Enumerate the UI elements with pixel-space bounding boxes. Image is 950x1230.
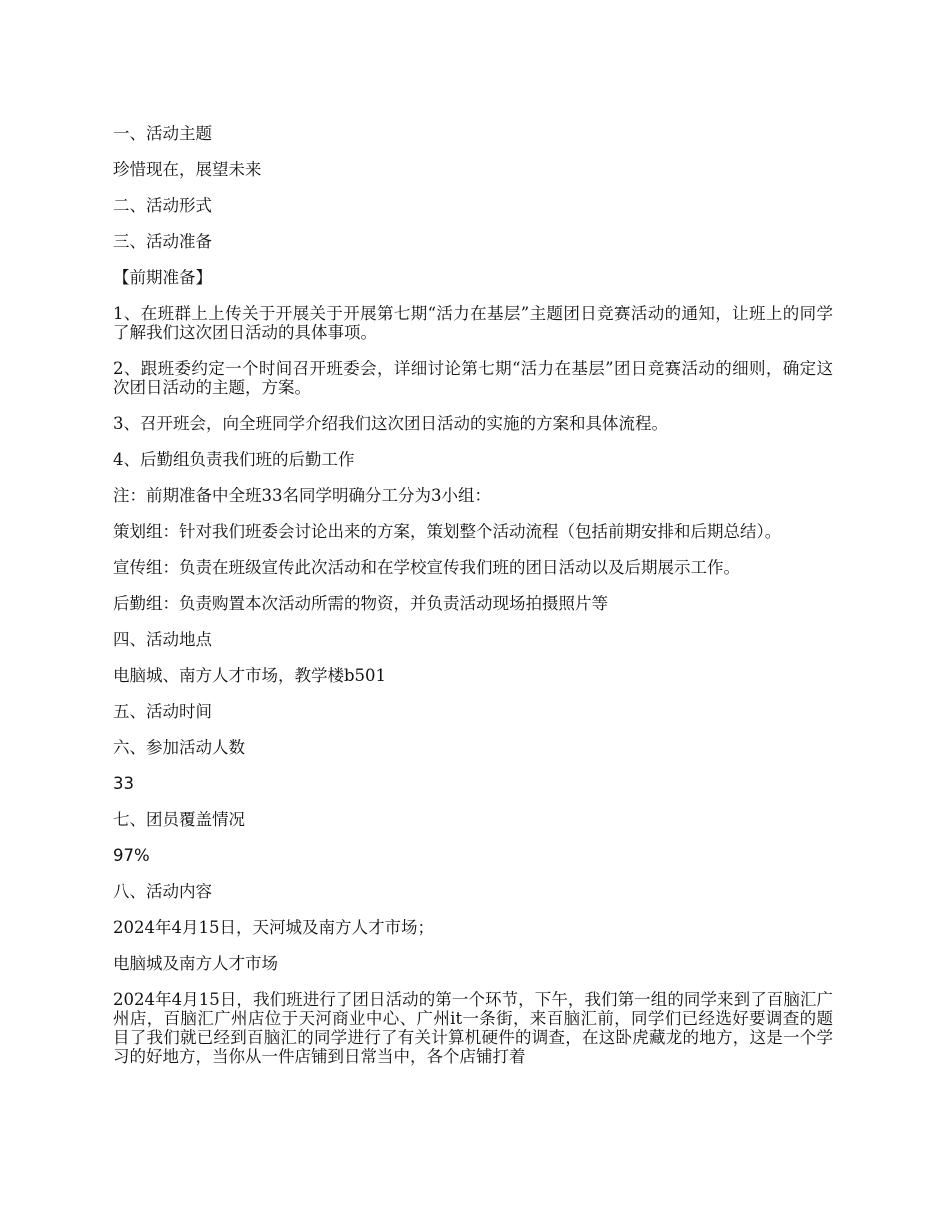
heading-member-coverage: 七、团员覆盖情况 xyxy=(113,810,245,829)
heading-activity-time: 五、活动时间 xyxy=(113,702,212,721)
paragraph-prep-item-1: 1、在班群上上传关于开展关于开展第七期“活力在基层”主题团日竞赛活动的通知，让班上的同学了解我们这次团日活动的具体事项。 xyxy=(113,304,833,342)
paragraph-prep-item-3: 3、召开班会，向全班同学介绍我们这次团日活动的实施的方案和具体流程。 xyxy=(113,414,668,433)
heading-activity-preparation: 三、活动准备 xyxy=(113,232,212,251)
heading-activity-content: 八、活动内容 xyxy=(113,882,212,901)
heading-activity-location: 四、活动地点 xyxy=(113,630,212,649)
heading-activity-form: 二、活动形式 xyxy=(113,196,212,215)
paragraph-prep-item-2: 2、跟班委约定一个时间召开班委会，详细讨论第七期“活力在基层”团日竞赛活动的细则，确定这次团日活动的主题，方案。 xyxy=(113,359,833,397)
paragraph-planning-group: 策划组：针对我们班委会讨论出来的方案，策划整个活动流程（包括前期安排和后期总结）。 xyxy=(113,522,782,541)
paragraph-theme-text: 珍惜现在，展望未来 xyxy=(113,160,262,179)
paragraph-logistics-group: 后勤组：负责购置本次活动所需的物资，并负责活动现场拍摄照片等 xyxy=(113,594,608,613)
paragraph-location-text: 电脑城、南方人才市场，教学楼b501 xyxy=(113,666,387,685)
paragraph-participant-count-value: 33 xyxy=(113,774,134,793)
subheading-early-preparation: 【前期准备】 xyxy=(113,268,212,287)
document-body xyxy=(113,124,833,1083)
paragraph-note: 注：前期准备中全班33名同学明确分工分为3小组： xyxy=(113,486,491,505)
paragraph-publicity-group: 宣传组：负责在班级宣传此次活动和在学校宣传我们班的团日活动以及后期展示工作。 xyxy=(113,558,740,577)
paragraph-prep-item-4: 4、后勤组负责我们班的后勤工作 xyxy=(113,450,355,469)
heading-participant-count: 六、参加活动人数 xyxy=(113,738,245,757)
paragraph-activity-narrative: 2024年4月15日，我们班进行了团日活动的第一个环节，下午，我们第一组的同学来到了百脑汇广州店，百脑汇广州店位于天河商业中心、广州it一条街，来百脑汇前，同学们已经选好要调查的题目了我们就已经到百脑汇的同学进行了有关计算机硬件的调查，在这卧虎藏龙的地方，这是一个学习的好地方，当你从一件店铺到日常当中，各个店铺打着 xyxy=(113,990,833,1066)
heading-activity-theme: 一、活动主题 xyxy=(113,124,212,143)
paragraph-venue: 电脑城及南方人才市场 xyxy=(113,954,278,973)
paragraph-date-location: 2024年4月15日，天河城及南方人才市场； xyxy=(113,918,434,937)
paragraph-member-coverage-value: 97% xyxy=(113,846,150,865)
